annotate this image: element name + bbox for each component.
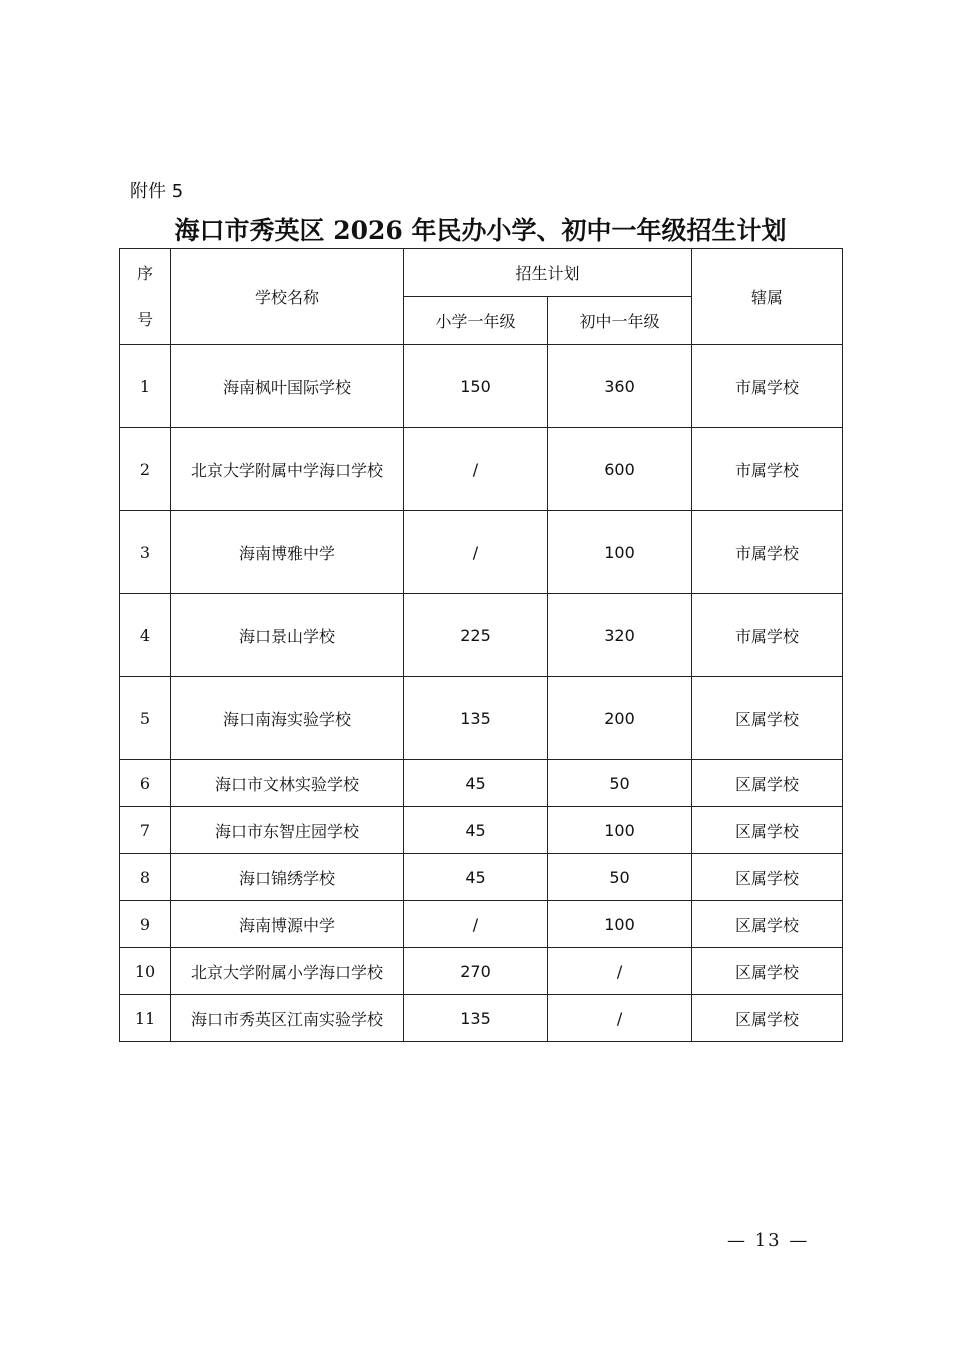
cell-affiliation: 区属学校 [692,948,843,995]
enrollment-plan-table [119,248,843,1042]
cell-primary: 45 [404,760,548,807]
cell-junior: 100 [548,511,692,594]
cell-junior: 100 [548,901,692,948]
table-header [120,249,843,345]
cell-seq: 7 [120,807,171,854]
cell-primary: 270 [404,948,548,995]
table-row [120,594,843,677]
table-row [120,948,843,995]
cell-school: 海南博雅中学 [171,511,404,594]
cell-school: 海口市文林实验学校 [171,760,404,807]
cell-affiliation: 区属学校 [692,807,843,854]
cell-primary: / [404,511,548,594]
cell-school: 海口锦绣学校 [171,854,404,901]
cell-school: 海口南海实验学校 [171,677,404,760]
cell-affiliation: 市属学校 [692,345,843,428]
cell-school: 海南枫叶国际学校 [171,345,404,428]
cell-junior: / [548,948,692,995]
header-seq [120,249,171,345]
attachment-label: 附件 5 [130,181,184,202]
cell-affiliation: 区属学校 [692,854,843,901]
cell-school: 海口景山学校 [171,594,404,677]
cell-affiliation: 市属学校 [692,511,843,594]
cell-affiliation: 区属学校 [692,901,843,948]
cell-junior: / [548,995,692,1042]
table-row [120,854,843,901]
cell-school: 海南博源中学 [171,901,404,948]
table-row [120,511,843,594]
cell-primary: 135 [404,995,548,1042]
cell-junior: 360 [548,345,692,428]
cell-junior: 600 [548,428,692,511]
cell-junior: 50 [548,760,692,807]
cell-seq: 9 [120,901,171,948]
cell-primary: 225 [404,594,548,677]
table-row [120,677,843,760]
table-row [120,901,843,948]
document-title: 海口市秀英区 2026 年民办小学、初中一年级招生计划 [174,216,787,245]
cell-affiliation: 区属学校 [692,760,843,807]
header-primary-grade1: 小学一年级 [404,297,548,345]
cell-affiliation: 市属学校 [692,428,843,511]
table-row [120,760,843,807]
cell-seq: 3 [120,511,171,594]
cell-school: 海口市秀英区江南实验学校 [171,995,404,1042]
table-row [120,807,843,854]
header-enrollment-plan: 招生计划 [404,249,692,297]
cell-affiliation: 市属学校 [692,594,843,677]
page-number: — 13 — [727,1230,810,1251]
table-row [120,345,843,428]
header-seq-bottom: 号 [136,309,153,329]
cell-seq: 11 [120,995,171,1042]
cell-seq: 5 [120,677,171,760]
header-affiliation: 辖属 [692,249,843,345]
cell-seq: 2 [120,428,171,511]
cell-affiliation: 区属学校 [692,677,843,760]
header-junior-grade1: 初中一年级 [548,297,692,345]
cell-school: 北京大学附属小学海口学校 [171,948,404,995]
cell-junior: 320 [548,594,692,677]
cell-primary: 135 [404,677,548,760]
cell-junior: 200 [548,677,692,760]
table-row [120,995,843,1042]
cell-seq: 10 [120,948,171,995]
table-body [120,345,843,1042]
cell-seq: 4 [120,594,171,677]
cell-affiliation: 区属学校 [692,995,843,1042]
cell-primary: / [404,428,548,511]
table-row [120,428,843,511]
cell-primary: 45 [404,807,548,854]
cell-seq: 8 [120,854,171,901]
cell-primary: 150 [404,345,548,428]
header-seq-top: 序 [136,263,153,283]
cell-primary: / [404,901,548,948]
cell-school: 海口市东智庄园学校 [171,807,404,854]
cell-seq: 1 [120,345,171,428]
cell-primary: 45 [404,854,548,901]
cell-junior: 50 [548,854,692,901]
cell-seq: 6 [120,760,171,807]
cell-school: 北京大学附属中学海口学校 [171,428,404,511]
header-school-name: 学校名称 [171,249,404,345]
cell-junior: 100 [548,807,692,854]
